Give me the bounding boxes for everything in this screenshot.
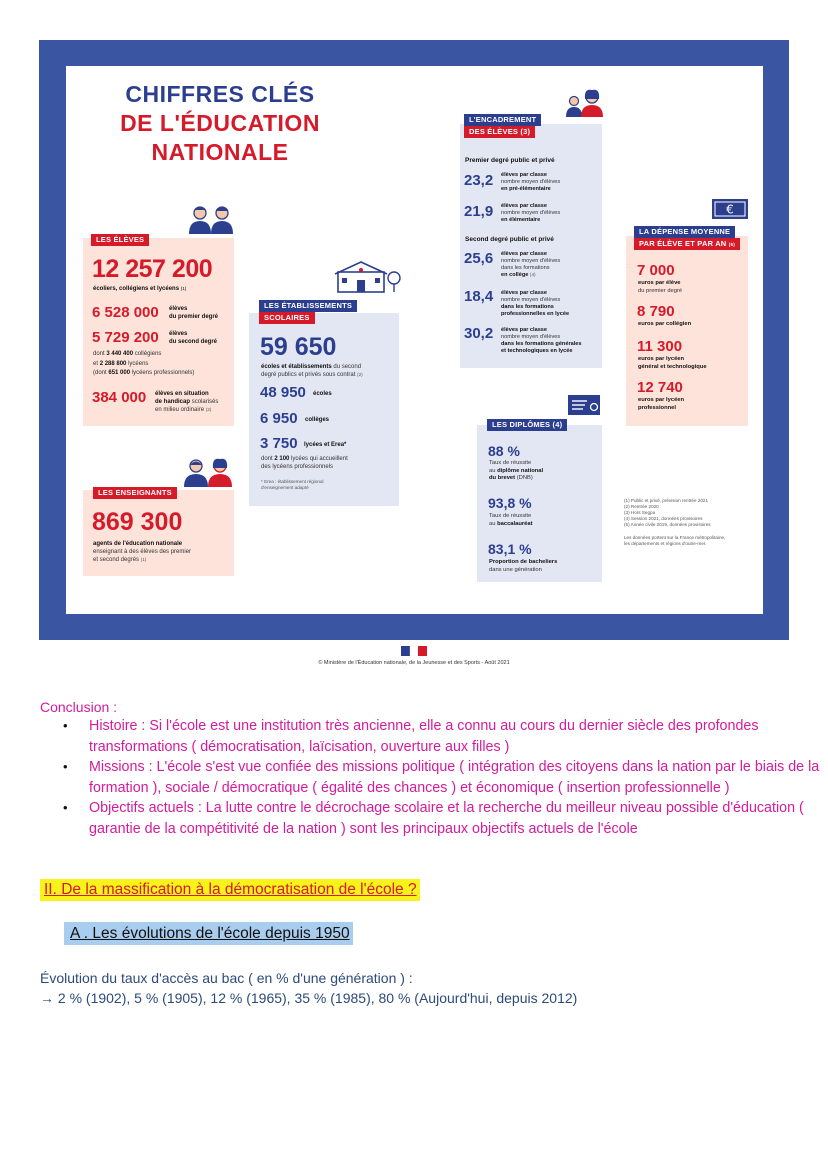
title-line-2: DE L'ÉDUCATION <box>120 110 320 136</box>
encadrement-premier-1-value: 21,9 <box>464 203 494 220</box>
euro-banknote-icon <box>711 198 749 220</box>
etablissements-lycees: 3 750 <box>260 435 298 452</box>
list-item: • Histoire : Si l'école est une institution très ancienne, elle a connu au cours du dernier siècle des profondes transformations ( démocratisation, laïcisation, ouverture aux filles ) <box>89 716 828 757</box>
depense-3-label: euros par lycéen professionnel <box>638 397 685 411</box>
encadrement-second-1-value: 18,4 <box>464 288 494 305</box>
title-line-3: NATIONALE <box>151 139 289 165</box>
etablissements-colleges: 6 950 <box>260 410 298 427</box>
poster-credit: © Ministère de l'Éducation nationale, de la Jeunesse et des Sports - Août 2021 <box>318 660 510 666</box>
eleves-total-label: écoliers, collégiens et lycéens (1) <box>93 286 187 292</box>
encadrement-premier-1-label: élèves par classe nombre moyen d'élèves en élémentaire <box>501 203 561 223</box>
eleves-total: 12 257 200 <box>92 255 213 283</box>
encadrement-second-title: Second degré public et privé <box>465 236 554 243</box>
encadrement-tag-1: L'ENCADREMENT <box>464 114 541 126</box>
diplomes-2-value: 83,1 % <box>488 541 532 557</box>
svg-text:€: € <box>726 202 734 217</box>
teachers-icon <box>181 456 235 488</box>
evolution-title: Évolution du taux d'accès au bac ( en % d'une génération ) : <box>40 970 413 986</box>
depense-3-value: 12 740 <box>637 379 683 396</box>
encadrement-second-2-value: 30,2 <box>464 325 494 342</box>
etablissements-tag-2: SCOLAIRES <box>259 312 315 324</box>
etablissements-tag-1: LES ÉTABLISSEMENTS <box>259 300 357 312</box>
list-item: • Objectifs actuels : La lutte contre le décrochage scolaire et la recherche du meilleur niveau possible d'éducation ( garantie de la compétitivité de la nation ) sont les principaux objectifs actuels de l'école <box>89 798 828 839</box>
depense-2-label: euros par lycéen général et technologique <box>638 356 707 370</box>
diplomes-1-label: Taux de réussite au baccalauréat <box>489 513 533 527</box>
etablissements-total-label: écoles et établissements du second degré publics et privés sous contrat (2) <box>261 364 363 378</box>
etablissements-detail: dont 2 100 lycées qui accueillent des lycéens professionnels <box>261 456 348 470</box>
eleves-second-label: élèves du second degré <box>169 331 218 345</box>
eleves-premier: 6 528 000 <box>92 304 159 321</box>
enseignants-total: 869 300 <box>92 508 183 536</box>
school-building-icon <box>330 258 402 294</box>
depense-tag-2: PAR ÉLÈVE ET PAR AN (5) <box>634 238 740 250</box>
diploma-icon <box>567 394 601 416</box>
depense-1-value: 8 790 <box>637 303 675 320</box>
depense-tag-1: LA DÉPENSE MOYENNE <box>634 226 735 238</box>
encadrement-premier-title: Premier degré public et privé <box>465 157 555 164</box>
diplomes-0-label: Taux de réussite au diplôme national du brevet (DNB) <box>489 460 544 481</box>
encadrement-second-0-label: élèves par classe nombre moyen d'élèves dans les formations en collège (4) <box>501 251 561 278</box>
etablissements-note: * Erea : établissement régional d'enseignement adapté <box>261 479 324 490</box>
eleves-handicap: 384 000 <box>92 389 147 406</box>
encadrement-second-1-label: élèves par classe nombre moyen d'élèves dans les formations professionnelles en lycée <box>501 290 570 317</box>
section-heading-3: A . Les évolutions de l'école depuis 1950 <box>64 922 353 945</box>
diplomes-2-label: Proportion de bacheliers dans une génération <box>489 559 558 573</box>
list-item: • Missions : L'école s'est vue confiée des missions politique ( intégration des citoyens dans la nation par le biais de la formation ), sociale / démocratique ( égalité des chances ) et économique ( insertion professionnelle ) <box>89 757 828 798</box>
depense-1-label: euros par collégien <box>638 321 692 327</box>
conclusion-list <box>40 716 828 839</box>
etablissements-lycees-label: lycées et Erea* <box>304 442 347 448</box>
conclusion-label: Conclusion : <box>40 699 118 715</box>
encadrement-tag-2: DES ÉLÈVES (3) <box>464 126 535 138</box>
poster-footnote-extra: Les données portent sur la France métropolitaine, les départements et régions d'outre-mer. <box>624 535 726 546</box>
diplomes-1-value: 93,8 % <box>488 495 532 511</box>
title-line-1: CHIFFRES CLÉS <box>125 81 315 107</box>
poster-footnotes: (1) Public et privé, prévision rentrée 2021 (2) Rentrée 2020 (3) Hors Segpa (4) Session 2021, données provisoires (5) Année civile 2019, données provisoires <box>624 498 711 527</box>
encadrement-second-2-label: élèves par classe nombre moyen d'élèves dans les formations générales et technologiques en lycée <box>501 327 582 354</box>
diplomes-tag: LES DIPLÔMES (4) <box>487 419 567 431</box>
etablissements-ecoles-label: écoles <box>313 391 332 397</box>
encadrement-premier-0-value: 23,2 <box>464 172 494 189</box>
students-icon <box>186 203 236 235</box>
depense-0-label: euros par élève du premier degré <box>638 280 683 294</box>
depense-0-value: 7 000 <box>637 262 675 279</box>
diplomes-0-value: 88 % <box>488 443 520 459</box>
eleves-premier-label: élèves du premier degré <box>169 306 219 320</box>
section-heading-2: II. De la massification à la démocratisation de l'école ? <box>40 879 420 901</box>
evolution-values: → 2 % (1902), 5 % (1905), 12 % (1965), 35 % (1985), 80 % (Aujourd'hui, depuis 2012) <box>40 990 578 1006</box>
depense-2-value: 11 300 <box>637 338 683 355</box>
eleves-handicap-label: élèves en situation de handicap scolarisés en milieu ordinaire (2) <box>155 391 219 413</box>
eleves-tag: LES ÉLÈVES <box>91 234 149 246</box>
enseignants-label: agents de l'éducation nationale enseignant à des élèves des premier et second degrés (1) <box>93 541 192 563</box>
encadrement-second-0-value: 25,6 <box>464 250 494 267</box>
adult-child-icon <box>563 88 605 118</box>
etablissements-colleges-label: collèges <box>305 417 330 423</box>
poster-title <box>80 80 360 167</box>
enseignants-tag: LES ENSEIGNANTS <box>93 487 177 499</box>
eleves-detail: dont 3 440 400 collégiens et 2 288 800 lycéens (dont 651 000 lycéens professionnels) <box>93 351 195 376</box>
encadrement-premier-0-label: élèves par classe nombre moyen d'élèves en pré-élémentaire <box>501 172 561 192</box>
eleves-second: 5 729 200 <box>92 329 159 346</box>
french-flag-icon <box>401 646 427 656</box>
etablissements-ecoles: 48 950 <box>260 384 306 401</box>
etablissements-total: 59 650 <box>260 333 337 361</box>
